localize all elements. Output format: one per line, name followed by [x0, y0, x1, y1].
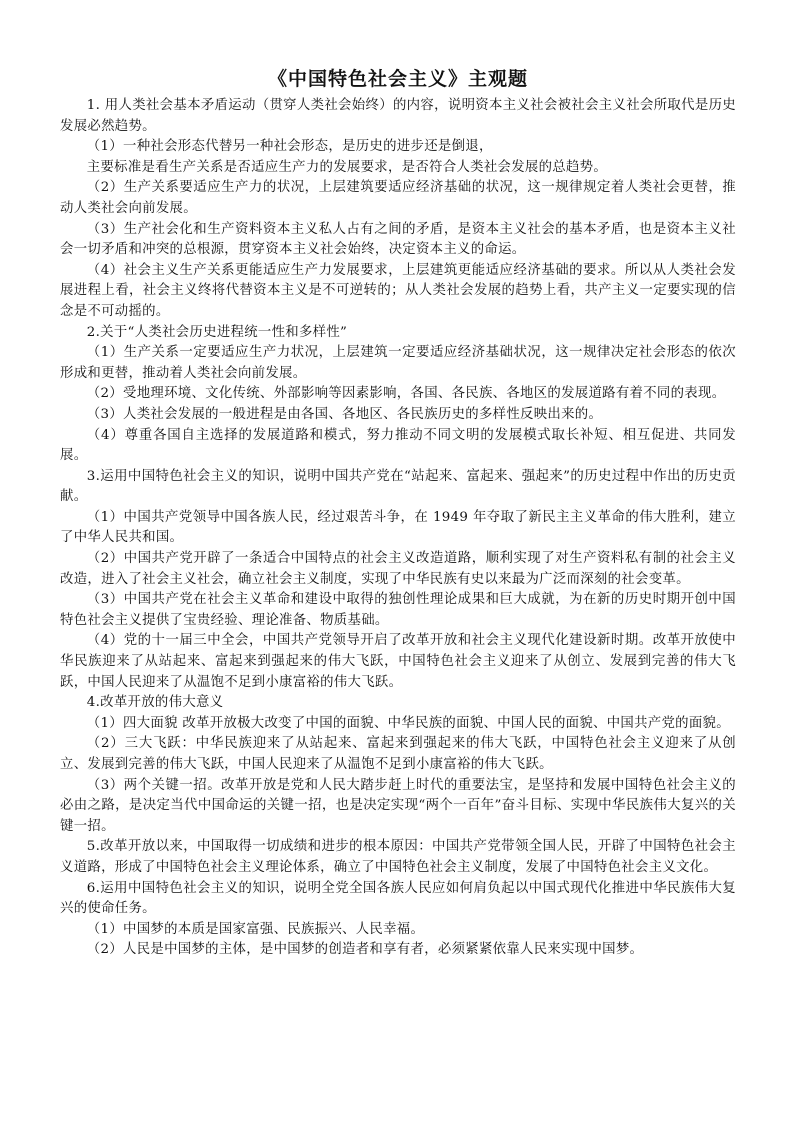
paragraph-q4-point3: （3）两个关键一招。改革开放是党和人民大踏步赶上时代的重要法宝，是坚持和发展中国特色社会主义的必由之路，是决定当代中国命运的关键一招，也是决定实现“两个一百年”奋斗目标、实现中华民族伟大复兴的关键一招。: [60, 777, 736, 834]
paragraph-q6-point1: （1）中国梦的本质是国家富强、民族振兴、人民幸福。: [86, 921, 425, 937]
paragraph-q2-point3: （3）人类社会发展的一般进程是由各国、各地区、各民族历史的多样性反映出来的。: [86, 406, 603, 422]
paragraph-q4-point1: （1）四大面貌 改革开放极大改变了中国的面貌、中华民族的面貌、中国人民的面貌、中国共产党的面貌。: [86, 715, 730, 731]
paragraph-q1-point1-cont: 主要标准是看生产关系是否适应生产力的发展要求，是否符合人类社会发展的总趋势。: [86, 159, 608, 175]
paragraph-q3-point4: （4）党的十一届三中全会，中国共产党领导开启了改革开放和社会主义现代化建设新时期。改革开放使中华民族迎来了从站起来、富起来到强起来的伟大飞跃，中国特色社会主义迎来了从创立、发展到完善的伟大飞跃，中国人民迎来了从温饱不足到小康富裕的伟大飞跃。: [60, 633, 736, 690]
paragraph-q2: 2.关于“人类社会历史进程统一性和多样性”: [86, 324, 348, 340]
paragraph-q2-point2: （2）受地理环境、文化传统、外部影响等因素影响，各国、各民族、各地区的发展道路有着不同的表现。: [86, 386, 726, 402]
paragraph-q1: 1. 用人类社会基本矛盾运动（贯穿人类社会始终）的内容，说明资本主义社会被社会主义社会所取代是历史发展必然趋势。: [60, 98, 736, 134]
paragraph-q1-point2: （2）生产关系要适应生产力的状况，上层建筑要适应经济基础的状况，这一规律规定着人类社会更替，推动人类社会向前发展。: [60, 180, 736, 216]
paragraph-q3-point1: （1）中国共产党领导中国各族人民，经过艰苦斗争，在 1949 年夺取了新民主主义革命的伟大胜利，建立了中华人民共和国。: [60, 509, 736, 546]
paragraph-q1-point1: （1）一种社会形态代替另一种社会形态，是历史的进步还是倒退，: [86, 139, 493, 155]
paragraph-q1-point3: （3）生产社会化和生产资料资本主义私人占有之间的矛盾，是资本主义社会的基本矛盾，也是资本主义社会一切矛盾和冲突的总根源，贯穿资本主义社会始终，决定资本主义的命运。: [60, 221, 736, 258]
paragraph-q6-point2: （2）人民是中国梦的主体，是中国梦的创造者和享有者，必须紧紧依靠人民来实现中国梦。: [86, 942, 644, 958]
paragraph-q2-point4: （4）尊重各国自主选择的发展道路和模式，努力推动不同文明的发展模式取长补短、相互促进、共同发展。: [60, 427, 736, 464]
paragraph-q3: 3.运用中国特色社会主义的知识，说明中国共产党在“站起来、富起来、强起来”的历史过程中作出的历史贡献。: [60, 468, 736, 505]
paragraph-q5: 5.改革开放以来，中国取得一切成绩和进步的根本原因：中国共产党带领全国人民，开辟了中国特色社会主义道路，形成了中国特色社会主义理论体系，确立了中国特色社会主义制度，发展了中国特色社会主义文化。: [60, 839, 736, 875]
paragraph-q4-point2: （2）三大飞跃：中华民族迎来了从站起来、富起来到强起来的伟大飞跃，中国特色社会主义迎来了从创立、发展到完善的伟大飞跃，中国人民迎来了从温饱不足到小康富裕的伟大飞跃。: [60, 736, 736, 772]
document-title: 《中国特色社会主义》主观题: [267, 68, 528, 90]
document-page: [60, 66, 736, 961]
paragraph-q3-point3: （3）中国共产党在社会主义革命和建设中取得的独创性理论成果和巨大成就，为在新的历史时期开创中国特色社会主义提供了宝贵经验、理论准备、物质基础。: [60, 592, 736, 628]
paragraph-q2-point1: （1）生产关系一定要适应生产力状况，上层建筑一定要适应经济基础状况，这一规律决定社会形态的依次形成和更替，推动着人类社会向前发展。: [60, 345, 736, 381]
paragraph-q4: 4.改革开放的伟大意义: [86, 695, 224, 711]
paragraph-q1-point4: （4）社会主义生产关系更能适应生产力发展要求，上层建筑更能适应经济基础的要求。所以从人类社会发展进程上看，社会主义终将代替资本主义是不可逆转的；从人类社会发展的趋势上看，共产主义一定要实现的信念是不可动摇的。: [60, 262, 736, 319]
paragraph-q3-point2: （2）中国共产党开辟了一条适合中国特点的社会主义改造道路，顺利实现了对生产资料私有制的社会主义改造，进入了社会主义社会，确立社会主义制度，实现了中华民族有史以来最为广泛而深刻的社会变革。: [60, 551, 736, 587]
paragraph-q6: 6.运用中国特色社会主义的知识，说明全党全国各族人民应如何肩负起以中国式现代化推进中华民族伟大复兴的使命任务。: [60, 880, 736, 917]
